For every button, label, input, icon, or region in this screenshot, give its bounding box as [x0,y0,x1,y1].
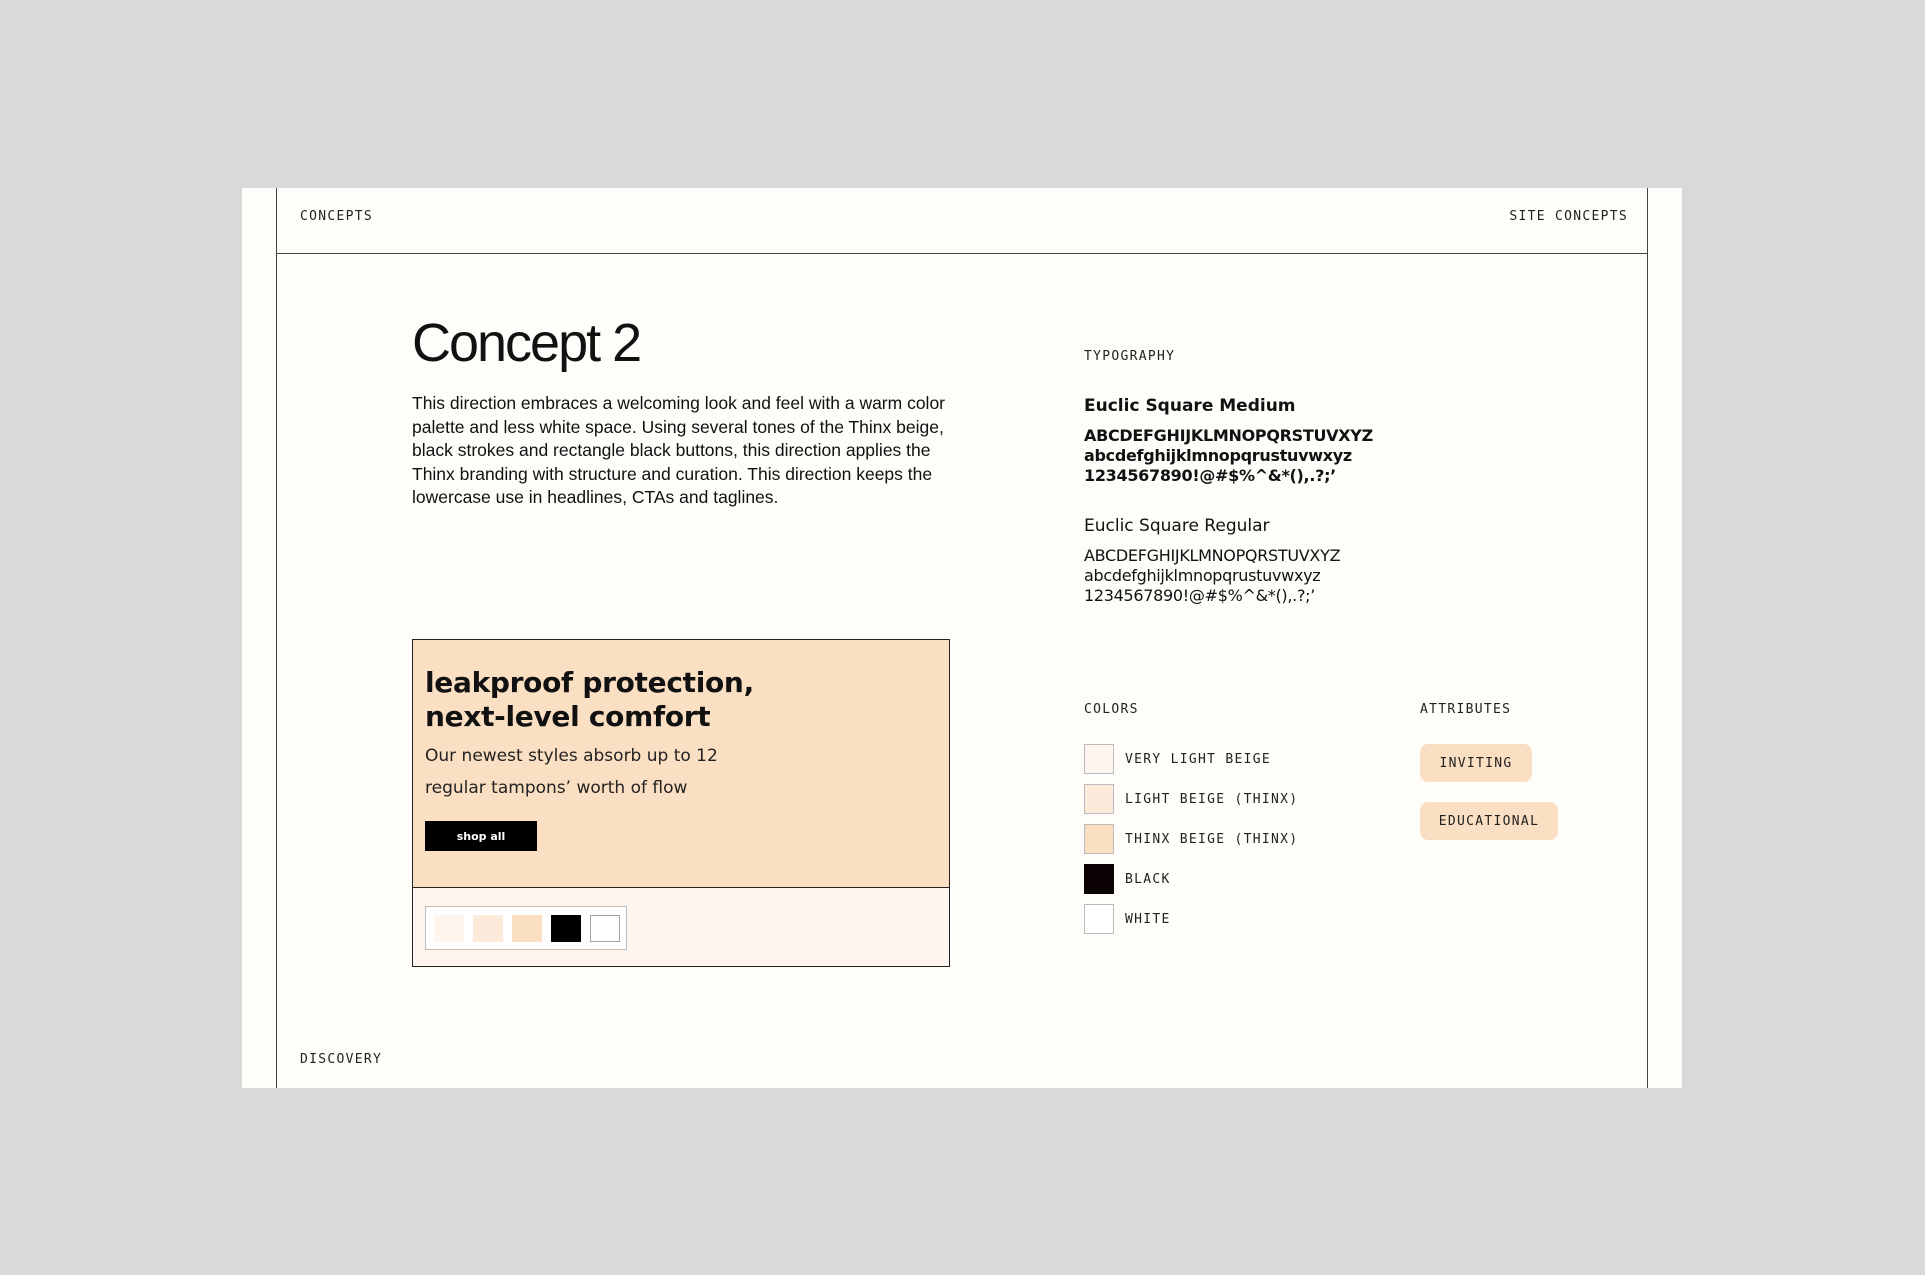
hero-headline-line-1: leakproof protection, [425,666,754,699]
color-swatch [1084,824,1114,854]
attributes-label: ATTRIBUTES [1420,702,1512,717]
hero-mockup-banner [413,640,949,888]
frame-line-right [1647,188,1648,1088]
font-specimen-medium [1084,426,1373,486]
hero-headline [425,666,754,734]
color-list [1084,744,1298,944]
hero-subtext: Our newest styles absorb up to 12 regular tampons’ worth of flow [425,746,718,798]
hero-headline-line-2: next-level comfort [425,700,711,733]
color-row-white [1084,904,1298,934]
color-row-thinx-beige [1084,824,1298,854]
specimen-numbers: 1234567890!@#$%^&*(),.?;’ [1084,586,1316,605]
color-swatch [1084,864,1114,894]
mini-swatch-thinx-beige [512,915,542,942]
colors-label: COLORS [1084,702,1139,717]
color-name: THINX BEIGE (THINX) [1125,831,1299,847]
color-swatch [1084,744,1114,774]
font-name-regular: Euclic Square Regular [1084,516,1270,536]
deck-label: SITE CONCEPTS [1509,209,1628,224]
specimen-numbers: 1234567890!@#$%^&*(),.?;’ [1084,466,1336,485]
footer-label: DISCOVERY [300,1052,383,1067]
hero-mockup-palette-strip [413,888,949,966]
hero-mockup [412,639,950,967]
attribute-pill-educational: EDUCATIONAL [1420,802,1558,840]
specimen-lowercase: abcdefghijklmnopqrustuvwxyz [1084,446,1352,465]
shop-all-button[interactable]: shop all [425,821,537,851]
specimen-uppercase: ABCDEFGHIJKLMNOPQRSTUVXYZ [1084,426,1373,445]
section-label: CONCEPTS [300,209,374,224]
mini-palette [425,906,627,950]
color-name: VERY LIGHT BEIGE [1125,751,1272,767]
page-title: Concept 2 [412,313,641,373]
mini-swatch-black [551,915,581,942]
typography-label: TYPOGRAPHY [1084,349,1176,364]
color-row-very-light-beige [1084,744,1298,774]
color-swatch [1084,784,1114,814]
mini-swatch-light-beige [473,915,503,942]
color-row-black [1084,864,1298,894]
concept-description: This direction embraces a welcoming look and feel with a warm color palette and less white space. Using several tones of the Thinx beige, black strokes and rectangle black buttons, this direction applies the Thinx branding with structure and curation. This direction keeps the lowercase use in headlines, CTAs and taglines. [412,393,946,507]
mini-swatch-very-light-beige [434,915,464,942]
mini-swatch-white [590,915,620,942]
header-divider [276,253,1648,254]
color-name: LIGHT BEIGE (THINX) [1125,791,1299,807]
attribute-pill-inviting: INVITING [1420,744,1532,782]
frame-line-left [276,188,277,1088]
font-name-medium: Euclic Square Medium [1084,396,1296,416]
color-name: WHITE [1125,911,1171,927]
color-name: BLACK [1125,871,1171,887]
color-swatch [1084,904,1114,934]
specimen-lowercase: abcdefghijklmnopqrustuvwxyz [1084,566,1321,585]
font-specimen-regular [1084,546,1340,606]
color-row-light-beige [1084,784,1298,814]
presentation-slide [242,188,1682,1088]
specimen-uppercase: ABCDEFGHIJKLMNOPQRSTUVXYZ [1084,546,1341,565]
